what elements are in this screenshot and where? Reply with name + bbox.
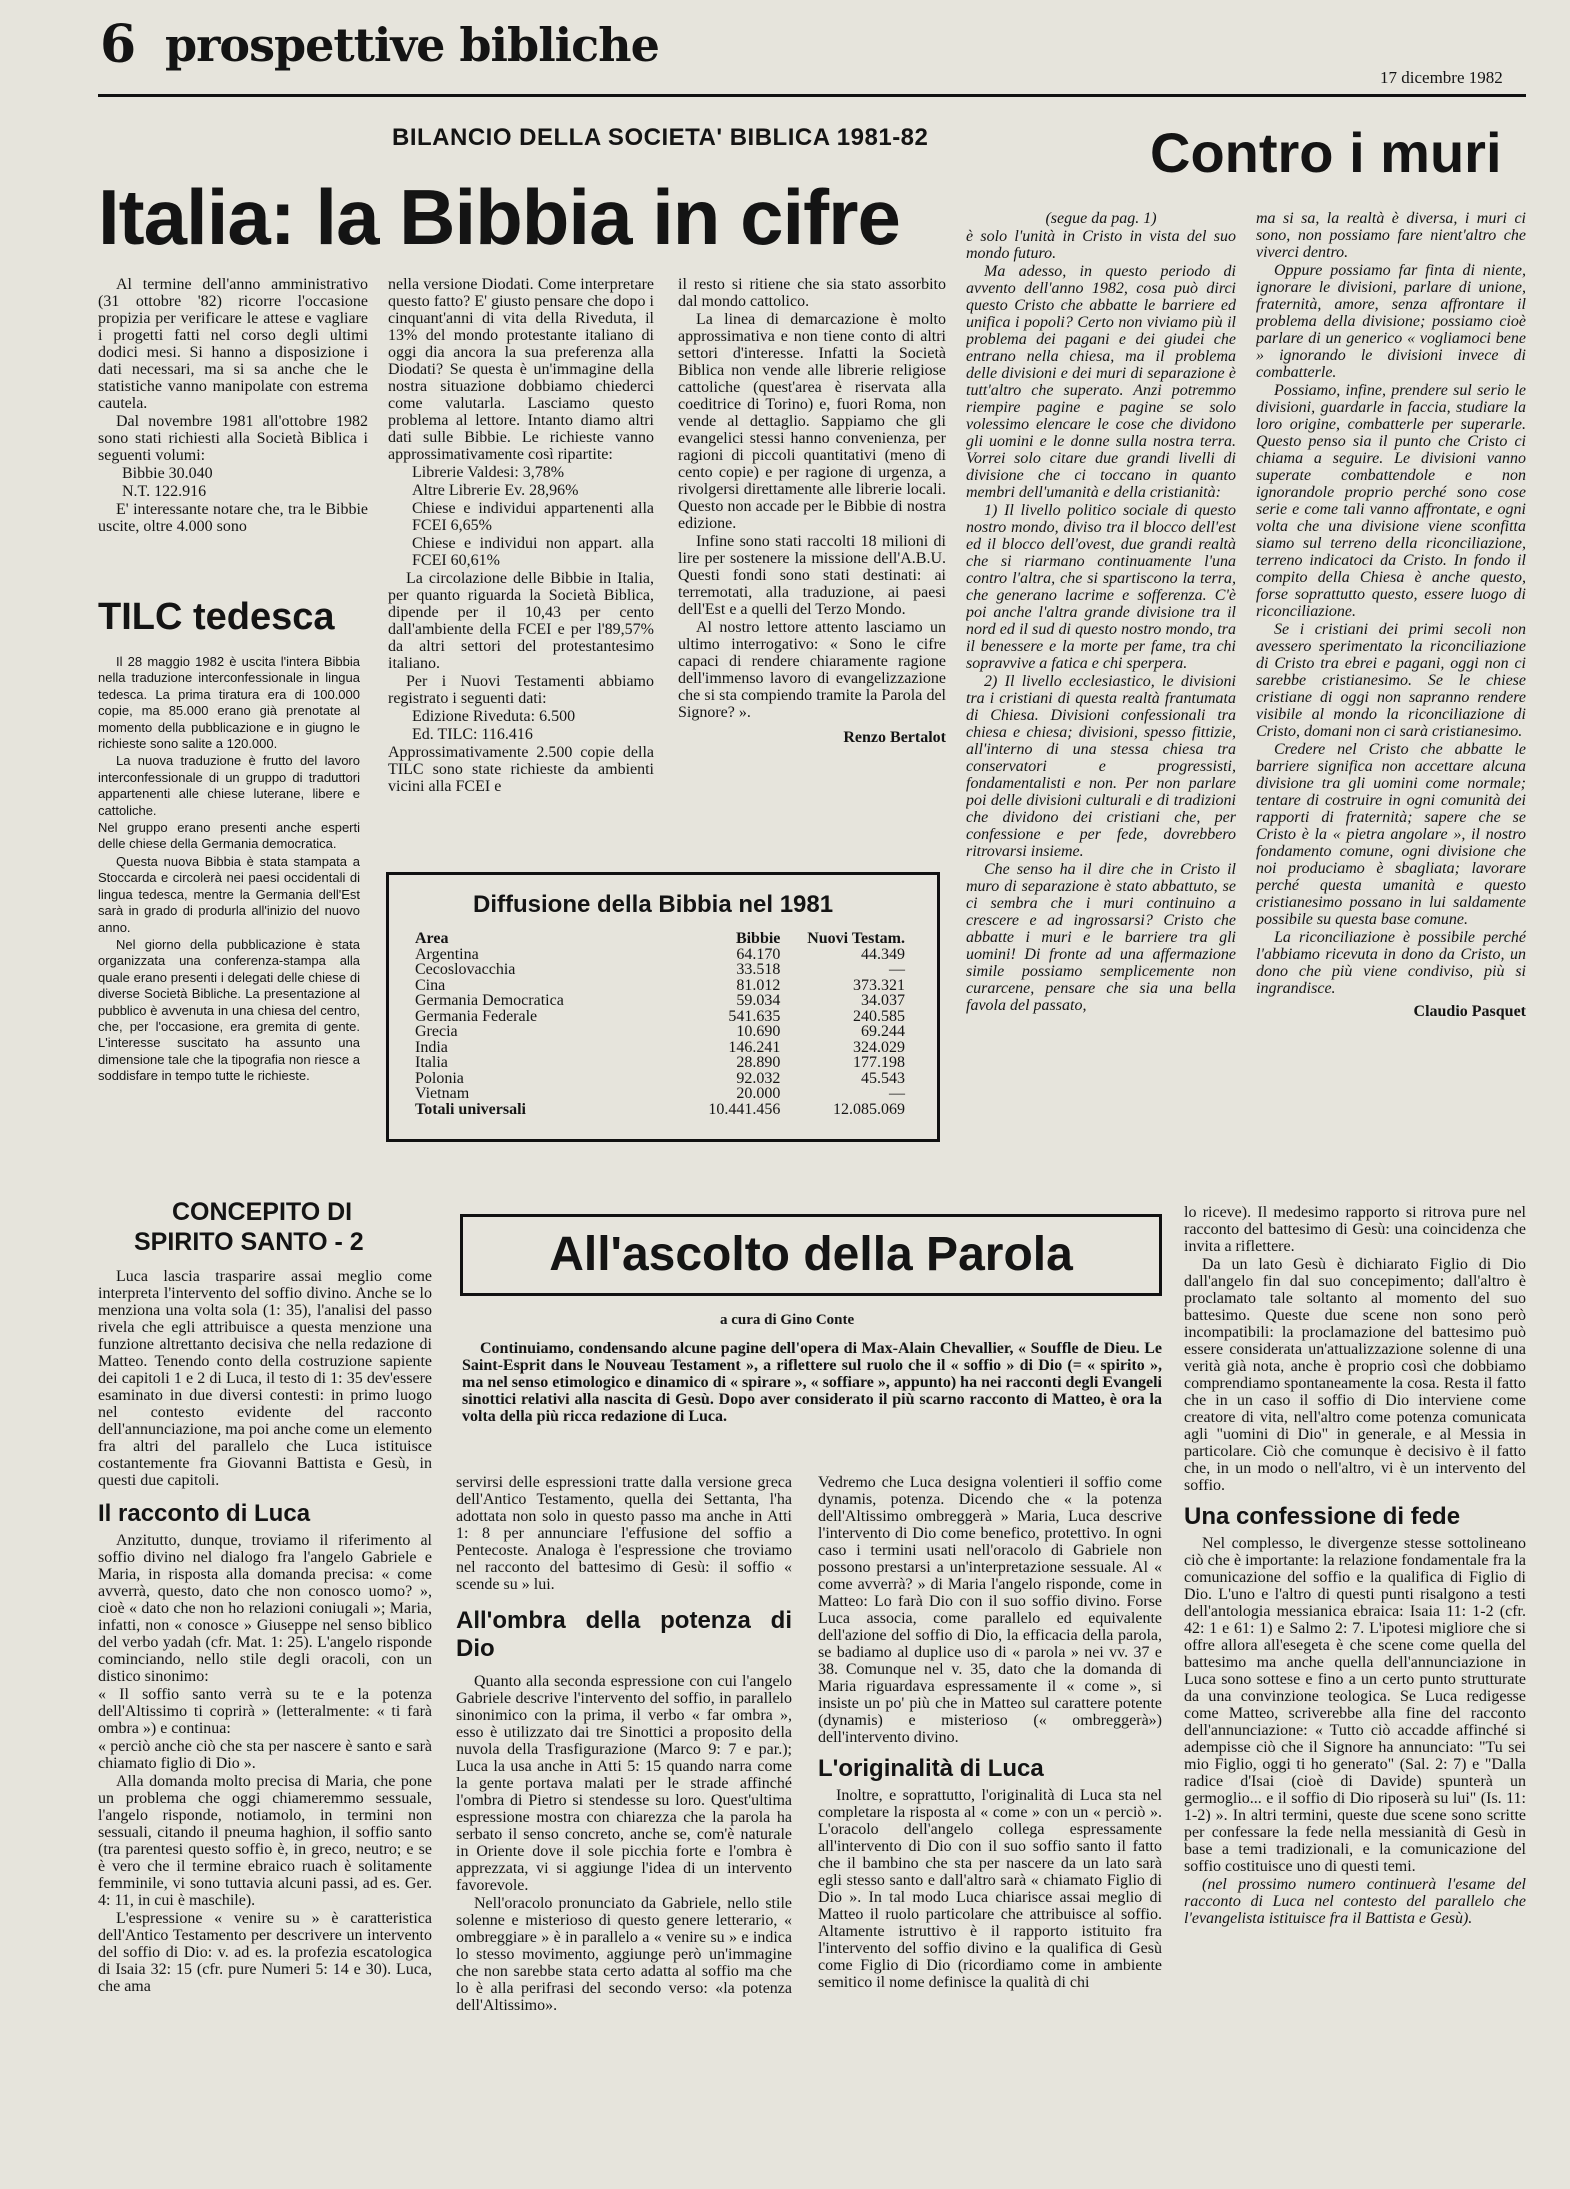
ratio-line: Librerie Valdesi: 3,78% (412, 464, 565, 481)
paragraph: Ma adesso, in questo periodo di avvento dell'anno 1982, cosa può dirci questo Cristo che abbatte le barriere ed unifica i popoli? Certo non viviamo più il problema dei pagani e dei giudei che entrano nella chiesa, ma il problema delle divisioni e dei muri di separazione è tutt'altro che superato. Anzi potremmo riempire pagine e pagine se solo volessimo elencare le cose che dividono gli uomini e le donne sulla nostra terra. Vorrei solo citare due grandi livelli di divisione che ci toccano in quanto membri dell'umanità e della cristianità: (966, 263, 1236, 501)
paragraph: Quanto alla seconda espressione con cui l'angelo Gabriele descrive l'intervento del soffio, in parallelo sinonimico con la prima, il verbo « far ombra », esso è utilizzato dai tre Sinottici a proposito della nuvola della Trasfigurazione (Marco 9: 7 e par.); Luca la usa anche in Atti 5: 15 quando narra come la gente portava malati per le strade affinché l'ombra di Pietro si stendesse su loro. Quest'ultima espressione mostra con chiarezza che la parola ha serbato il senso concreto, anche se, com'è naturale in Oriente dove il sole picchia forte e l'ombra è apprezzata, vi si aggiunge l'idea di un intervento favorevole. (456, 1673, 792, 1894)
tilc-title: TILC tedesca (98, 596, 335, 638)
cell-area: Cecoslovacchia (415, 961, 516, 978)
table-row (415, 1009, 905, 1025)
cell-area: Germania Democratica (415, 992, 564, 1009)
bilancio-headline: Italia: la Bibbia in cifre (98, 173, 900, 261)
edition-line: Ed. TILC: 116.416 (412, 726, 533, 743)
bilancio-column-2 (388, 276, 654, 842)
table-row (415, 962, 905, 978)
paragraph: Possiamo, infine, prendere sul serio le divisioni, guardarle in faccia, studiare la loro origine, combatterle per superarle. Questo penso sia il punto che Cristo ci chiama a seguire. Le divisioni vanno superate combattendole e non ignorandole proprio perché sono cose serie e come tali vanno affrontate, e ogni volta che una divisione viene sconfitta siamo sul terreno della riconciliazione, terreno indicatoci da Cristo. In fondo il compito della Chiesa è anche questo, forse soprattutto questo, essere luogo di riconciliazione. (1256, 382, 1526, 620)
cell-bibbie: 20.000 (736, 1085, 781, 1102)
cell-bibbie: 10.690 (736, 1023, 781, 1040)
paragraph: Infine sono stati raccolti 18 milioni di lire per sostenere la missione dell'A.B.U. Questi fondi sono stati destinati: ai terremotati, alla traduzione, ai paesi dell'Est e a quelli del Terzo Mondo. (678, 533, 946, 618)
concepito-column (98, 1268, 432, 2104)
bilancio-column-1 (98, 276, 368, 558)
paragraph: Se i cristiani dei primi secoli non avessero sperimentato la riconciliazione di Cristo tra ebrei e pagani, oggi non ci sarebbe cristianesimo. Se le chiese cristiane di oggi non sapranno rendere visibile al mondo la riconciliazione di Cristo, domani non ci sarà cristianesimo. (1256, 621, 1526, 740)
subheading-ombra: All'ombra della potenza di Dio (456, 1607, 792, 1662)
diffusione-title: Diffusione della Bibbia nel 1981 (473, 891, 834, 918)
cell-bibbie: 541.635 (728, 1007, 781, 1025)
header-bibbie: Bibbie (735, 930, 781, 947)
cell-nuovi-testamenti: — (889, 1085, 905, 1102)
diffusione-table (415, 931, 905, 1117)
paragraph: La nuova traduzione è frutto del lavoro interconfessionale di un gruppo di traduttori appartenenti alle chiese luterane, libere e cattoliche. (98, 753, 360, 818)
cell-nuovi-testamenti: 44.349 (861, 945, 905, 963)
paragraph: Il 28 maggio 1982 è uscita l'intera Bibbia nella traduzione interconfessionale in lingua tedesca. La prima tiratura era di 100.000 copie, ma 85.000 erano già prenotate al momento della pubblicazione e in giugno le richieste sono salite a 120.000. (98, 654, 360, 752)
ascolto-byline: a cura di Gino Conte (720, 1312, 855, 1328)
paragraph: servirsi delle espressioni tratte dalla versione greca dell'Antico Testamento, quella dei Settanta, l'ha adottata non solo in questo passo ma anche in Atti 1: 8 per annunciare l'effusione del soffio a Pentecoste. Analoga è l'espressione che troviamo nel racconto del battesimo di Gesù: il soffio « scende su » lui. (456, 1474, 792, 1593)
cell-area: Germania Federale (415, 1007, 538, 1025)
paragraph: Alla domanda molto precisa di Maria, che pone un problema che oggi chiameremmo sessuale, l'angelo risponde, notiamolo, in termini non sessuali, citando il pneuma haghion, il soffio santo (tra parentesi questo soffio è, in greco, neutro; e se è vero che il termine ebraico ruach è solitamente femminile, vi sono tuttavia alcuni passi, ad es. Ger. 4: 11, in cui è maschile). (98, 1773, 432, 1909)
paragraph: Nel giorno della pubblicazione è stata organizzata una conferenza-stampa alla quale erano presenti i delegati delle chiese di diverse Società Bibliche. La presentazione al pubblico è avvenuta in una chiesa del centro, che, per l'occasione, era gremita di gente. L'interesse suscitato ha assunto una dimensione tale che la tipografia non riesce a soddisfare in tempo tutte le richieste. (98, 936, 360, 1084)
cell-bibbie: 33.518 (736, 961, 781, 978)
continued-from: (segue da pag. 1) (1045, 210, 1157, 227)
cell-area: Cina (415, 976, 446, 994)
paragraph: ma si sa, la realtà è diversa, i muri ci sono, non possiamo fare nient'altro che viverci dentro. (1256, 210, 1526, 261)
paragraph: Da un lato Gesù è dichiarato Figlio di Dio dall'angelo fin dal suo concepimento; dall'altro è proclamato tale soltanto al momento del suo battesimo. Queste due scene non sono però incompatibili: la proclamazione del battesimo può essere considerata un'attualizzazione solenne di una verità già nota, anche è proprio così che dobbiamo comprendiamo spontaneamente la cosa. Resta il fatto che in un caso il soffio di Dio interviene come creatore di vita, nell'altro come potenza comunicata agli "uomini di Dio" in generale, e al Messia in particolare. Ciò che comunque è decisivo è il fatto che, in un modo o nell'altro, vi è un intervento del soffio. (1184, 1256, 1526, 1494)
total-nuovi-testamenti: 12.085.069 (833, 1100, 905, 1118)
cell-nuovi-testamenti: 240.585 (853, 1007, 905, 1025)
paragraph: Al termine dell'anno amministrativo (31 ottobre '82) ricorre l'occasione propizia per verificare le attese e vagliare i progetti fatti nel corso degli ultimi dodici mesi. Si hanno a disposizione i dati necessari, ma si sa anche che le statistiche vanno manipolate con estrema cautela. (98, 276, 368, 412)
paragraph: La circolazione delle Bibbie in Italia, per quanto riguarda la Società Biblica, dipende per il 10,43 per cento dall'ambiente della FCEI e per l'89,57% da altri settori del protestantesimo italiano. (388, 570, 654, 672)
paragraph: è solo l'unità in Cristo in vista del suo mondo futuro. (966, 228, 1236, 262)
ascolto-column-3 (1184, 1204, 1526, 2104)
subheading-confessione: Una confessione di fede (1184, 1503, 1461, 1530)
ascolto-column-1 (456, 1474, 792, 2104)
cell-nuovi-testamenti: — (889, 961, 905, 978)
paragraph: La riconciliazione è possibile perché l'abbiamo ricevuta in dono da Cristo, un dono che più viene condiviso, più si ingrandisce. (1256, 929, 1526, 997)
edition-line: Edizione Riveduta: 6.500 (412, 708, 576, 725)
cell-nuovi-testamenti: 177.198 (853, 1054, 905, 1071)
quote: « Il soffio santo verrà su te e la potenza dell'Altissimo ti coprirà » (letteralmente: « ti farà ombra ») e continua: (98, 1686, 432, 1737)
table-row (415, 947, 905, 963)
muri-title: Contro i muri (1150, 121, 1502, 184)
muri-column-1 (966, 210, 1236, 1162)
masthead-rule (98, 94, 1526, 97)
paragraph: Luca lascia trasparire assai meglio come interpreta l'intervento del soffio divino. Anche se lo menziona una volta sola (1: 35), l'analisi del passo rivela che egli attribuisce a questa menzione una funzione altrettanto decisiva che nella redazione di Matteo. Tenendo conto della costruzione sapiente dei capitoli 1 e 2 di Luca, il testo di 1: 35 dev'essere esaminato in due diversi contesti: in primo luogo nel contesto evidente del racconto dell'annunciazione, ma poi anche come un elemento fra altri del parallelo che Luca istituisce costantemente fra Giovanni Battista e Gesù, in questi due capitoli. (98, 1268, 432, 1489)
bilancio-column-3 (678, 276, 946, 842)
table-row (415, 1040, 905, 1056)
author-signature: Claudio Pasquet (1413, 1003, 1526, 1020)
paragraph: Nel gruppo erano presenti anche esperti delle chiese della Germania democratica. (98, 820, 360, 852)
paragraph: Che senso ha il dire che in Cristo il muro di separazione è stato abbattuto, se ci sembra che i muri continuino a crescere e ad ingrossarsi? Cristo che abbatte i muri e le barriere tra gli uomini! Di fronte ad una affermazione simile possiamo semplicemente non curarcene, pensare che sia una bella favola del passato, (966, 861, 1236, 1014)
issue-date: 17 dicembre 1982 (1380, 68, 1503, 87)
table-row (415, 993, 905, 1009)
cell-nuovi-testamenti: 34.037 (861, 992, 905, 1009)
ascolto-title: All'ascolto della Parola (549, 1228, 1073, 1281)
concepito-title-2: SPIRITO SANTO - 2 (134, 1228, 364, 1256)
bilancio-kicker: BILANCIO DELLA SOCIETA' BIBLICA 1981-82 (392, 124, 929, 151)
ascolto-title-box (460, 1214, 1162, 1296)
cell-area: Italia (415, 1054, 448, 1071)
cell-area: India (415, 1038, 448, 1056)
cell-bibbie: 59.034 (736, 992, 781, 1009)
header-nuovi-testamenti: Nuovi Testam. (807, 930, 905, 947)
paragraph: Al nostro lettore attento lasciamo un ultimo interrogativo: « Sono le cifre capaci di rendere chiaramente ragione dell'immenso lavoro di evangelizzazione che si sta compiendo tramite la Parola del Signore? ». (678, 619, 946, 721)
ascolto-column-2 (818, 1474, 1162, 2104)
subheading-originalita: L'originalità di Luca (818, 1755, 1044, 1782)
cell-area: Polonia (415, 1069, 464, 1087)
total-bibbie: 10.441.456 (708, 1100, 781, 1118)
table-row (415, 1024, 905, 1040)
next-issue-note: (nel prossimo numero continuerà l'esame del racconto di Luca nel contesto del parallelo che l'evangelista istituisce fra il Battista e Gesù). (1184, 1876, 1526, 1927)
intro-paragraph: Continuiamo, condensando alcune pagine dell'opera di Max-Alain Chevallier, « Souffle de Dieu. Le Saint-Esprit dans le Nouveau Testament », a riflettere sul ruolo che il « soffio » di Dio (= « spirito », ma nel senso etimologico e dinamico di « spirare », « soffiare », appunto) ha nei racconti degli Evangeli sinottici relativi alla nascita di Gesù. Dopo aver considerato il più scarno racconto di Matteo, è ora la volta della più ricca redazione di Luca. (462, 1340, 1162, 1425)
paragraph: Anzitutto, dunque, troviamo il riferimento al soffio divino nel dialogo fra l'angelo Gabriele e Maria, in risposta alla domanda precisa: « come avverrà, questo, dato che non conosco uomo? », cioè « dato che non ho relazioni coniugali »; Maria, infatti, non « conosce » Giuseppe nel senso biblico del verbo yadah (cfr. Mat. 1: 25). L'angelo risponde cominciando, nello stile degli oracoli, con un distico sinonimo: (98, 1532, 432, 1685)
paragraph: 1) Il livello politico sociale di questo nostro mondo, diviso tra il blocco dell'est ed il blocco dell'ovest, due grandi realtà che si riarmano continuamente l'una contro l'altra, che si spartiscono la terra, che generano lacrime e sofferenza. C'è poi anche l'altra grande divisione tra il nord ed il sud di questo nostro mondo, tra il benessere e la morte per fame, tra chi sopravvive a fatica e chi sperpera. (966, 502, 1236, 672)
cell-nuovi-testamenti: 324.029 (853, 1038, 905, 1056)
cell-bibbie: 28.890 (736, 1054, 781, 1071)
ratio-line: Chiese e individui appartenenti alla FCEI 6,65% (412, 500, 654, 534)
volume-line: N.T. 122.916 (122, 483, 207, 500)
section-title: prospettive bibliche (165, 18, 659, 72)
table-row (415, 1055, 905, 1071)
ratio-line: Chiese e individui non appart. alla FCEI 60,61% (412, 535, 654, 569)
table-row (415, 1071, 905, 1087)
author-signature: Renzo Bertalot (843, 729, 946, 746)
paragraph: il resto si ritiene che sia stato assorbito dal mondo cattolico. (678, 276, 946, 310)
cell-area: Grecia (415, 1023, 458, 1040)
volume-line: Bibbie 30.040 (122, 465, 213, 482)
subheading-racconto: Il racconto di Luca (98, 1500, 311, 1527)
cell-bibbie: 64.170 (736, 945, 781, 963)
paragraph: Dal novembre 1981 all'ottobre 1982 sono stati richiesti alla Società Biblica i seguenti volumi: (98, 413, 368, 464)
quote: « perciò anche ciò che sta per nascere è santo e sarà chiamato figlio di Dio ». (98, 1738, 432, 1772)
cell-nuovi-testamenti: 373.321 (853, 976, 905, 994)
header-area: Area (415, 930, 449, 947)
paragraph: nella versione Diodati. Come interpretare questo fatto? E' giusto pensare che dopo i cinquant'anni di vita della Riveduta, il 13% del mondo protestante italiano di oggi dia ancora la sua preferenza alla Diodati? Se questa è un'immagine della nostra situazione dobbiamo chiederci come valutarla. Lasciamo questo problema al lettore. Intanto diamo altri dati sulle Bibbie. Le richieste vanno approssimativamente così ripartite: (388, 276, 654, 463)
paragraph: 2) Il livello ecclesiastico, le divisioni tra i cristiani di questa realtà frantumata di Chiesa. Divisioni confessionali tra chiesa e chiesa; divisioni, spesso fittizie, all'interno di una stessa chiesa tra conservatori e progressisti, fondamentalisti e non. Per non parlare poi delle divisioni culturali e di tradizioni che dividono dei cristiani che, per confessione e per fede, dovrebbero ritrovarsi insieme. (966, 673, 1236, 860)
muri-column-2 (1256, 210, 1526, 1162)
cell-bibbie: 92.032 (736, 1069, 781, 1087)
total-label: Totali universali (415, 1100, 526, 1118)
tilc-body (98, 654, 360, 1154)
paragraph: Questa nuova Bibbia è stata stampata a Stoccarda e circolerà nei paesi occidentali di lingua tedesca, mentre la Germania dell'Est sarà in grado di produrla all'inizio del nuovo anno. (98, 853, 360, 935)
paragraph: Per i Nuovi Testamenti abbiamo registrato i seguenti dati: (388, 673, 654, 707)
paragraph: E' interessante notare che, tra le Bibbie uscite, oltre 4.000 sono (98, 501, 368, 535)
table-total-row (415, 1102, 905, 1118)
paragraph: Approssimativamente 2.500 copie della TILC sono state richieste da ambienti vicini alla FCEI e (388, 744, 654, 795)
paragraph: lo riceve). Il medesimo rapporto si ritrova pure nel racconto del battesimo di Gesù: una coincidenza che invita a riflettere. (1184, 1204, 1526, 1255)
ratio-line: Altre Librerie Ev. 28,96% (412, 482, 579, 499)
cell-area: Vietnam (415, 1085, 470, 1102)
paragraph: Vedremo che Luca designa volentieri il soffio come dynamis, potenza. Dicendo che « la potenza dell'Altissimo ombreggerà » Maria, Luca descrive l'intervento di Dio come benefico, protettivo. In ogni caso i termini usati nell'oracolo di Gabriele non possono prestarsi a un'interpretazione sessuale. Al « come avverrà? » di Maria l'angelo risponde, come in Matteo: Lo farà Dio con il suo soffio divino. Forse Luca associa, come parallelo ed equivalente dell'azione del soffio di Dio, la efficacia della parola, se badiamo al duplice uso di « parola » nei vv. 37 e 38. Comunque nel v. 35, dato che la domanda di Maria riguardava espressamente il « come », si insiste un po' più che in Matteo sul carattere potente (dynamis) e misterioso (« ombreggerà») dell'intervento divino. (818, 1474, 1162, 1746)
cell-nuovi-testamenti: 45.543 (861, 1069, 905, 1087)
table-row (415, 978, 905, 994)
cell-nuovi-testamenti: 69.244 (861, 1023, 905, 1040)
diffusione-box (386, 872, 940, 1142)
table-header-row (415, 931, 905, 947)
paragraph: La linea di demarcazione è molto approssimativa e non tiene conto di altri settori d'interesse. Infatti la Società Biblica non vende alle librerie religiose cattoliche (quest'area è riservata alla coeditrice di Torino) e, fuori Roma, non vende al dettaglio. Sappiamo che gli evangelici stessi hanno convenienza, per ragioni di piccoli quantitativi (meno di cento copie) e per ragione di urgenza, a rivolgersi direttamente alle librerie locali. Questo non accade per le Bibbie di nostra edizione. (678, 311, 946, 532)
paragraph: Credere nel Cristo che abbatte le barriere significa non accettare alcuna divisione tra gli uomini come normale; tentare di costruire in ogni comunità dei rapporti di fraternità; sapere che se Cristo è la « pietra angolare », il nostro fondamento comune, ogni divisione che noi produciamo è sbagliata; lavorare perché questa umanità e questo cristianesimo possano in lui saldamente possibile su questa base comune. (1256, 741, 1526, 928)
paragraph: Nel complesso, le divergenze stesse sottolineano ciò che è importante: la relazione fondamentale fra la comunicazione del soffio e la qualifica di Figlio di Dio. L'uno e l'altro di questi punti risalgono a testi dell'antologia messianica ebraica: Isaia 11: 1-2 (cfr. 42: 1 e 61: 1) e Salmo 2: 7. L'ipotesi migliore che si offre allora all'esegeta è che scene come quella del battesimo ma anche quella dell'annunciazione in Luca sono sottese e fino a un certo punto strutturate da una convinzione teologica. Se Luca redigesse come Matteo, scriverebbe alla fine del racconto dell'annunciazione: « Tutto ciò accadde affinché si adempisse ciò che il Signore ha annunciato: "Tu sei mio Figlio, oggi ti ho generato" (Sal. 2: 7) e "Dalla radice d'Isai (cioè di Davide) spunterà un germoglio... e il soffio di Dio riposerà su lui" (Is. 11: 1-2) ». In altri termini, queste due scene sono scritte per confessare la fede nella messianità di Gesù in base a temi tradizionali, e la comunicazione del soffio costituisce uno di questi temi. (1184, 1535, 1526, 1875)
ascolto-intro (462, 1340, 1162, 1468)
paragraph: Nell'oracolo pronunciato da Gabriele, nello stile solenne e misterioso di questo genere letterario, « ombreggiare » è in parallelo a « venire su » e indica lo stesso movimento, aggiunge però un'immagine che non sarebbe stata certo adatta al soffio ma che lo è alla perifrasi del secondo verso: «la potenza dell'Altissimo». (456, 1895, 792, 2014)
paragraph: Inoltre, e soprattutto, l'originalità di Luca sta nel completare la risposta al « come » con un « perciò ». L'oracolo dell'angelo collega espressamente all'intervento di Dio con il suo soffio santo il fatto che il bambino che sta per nascere da un lato sarà egli stesso santo e dall'altro sarà « chiamato Figlio di Dio ». In tal modo Luca chiarisce assai meglio di Matteo il ruolo particolare che attribuisce al soffio. Altamente istruttivo è il rapporto istituito fra l'intervento del soffio divino e la qualifica di Gesù come Figlio di Dio (ricordiamo come in ambiente semitico il nome definisce la qualità di chi (818, 1787, 1162, 1991)
cell-bibbie: 81.012 (736, 976, 781, 994)
paragraph: L'espressione « venire su » è caratteristica dell'Antico Testamento per descrivere un intervento del soffio di Dio: v. ad es. la profezia escatologica di Isaia 32: 15 (cfr. pure Numeri 5: 14 e 30). Luca, che ama (98, 1910, 432, 1995)
page-number: 6 (100, 14, 137, 75)
cell-area: Argentina (415, 945, 479, 963)
concepito-title-1: CONCEPITO DI (172, 1198, 353, 1226)
paragraph: Oppure possiamo far finta di niente, ignorare le divisioni, parlare di unione, fraternità, amore, senza affrontare il problema della divisione; possiamo cioè parlare di un generico « vogliamoci bene » ignorando le divisioni invece di combatterle. (1256, 262, 1526, 381)
table-row (415, 1086, 905, 1102)
cell-bibbie: 146.241 (728, 1038, 781, 1056)
